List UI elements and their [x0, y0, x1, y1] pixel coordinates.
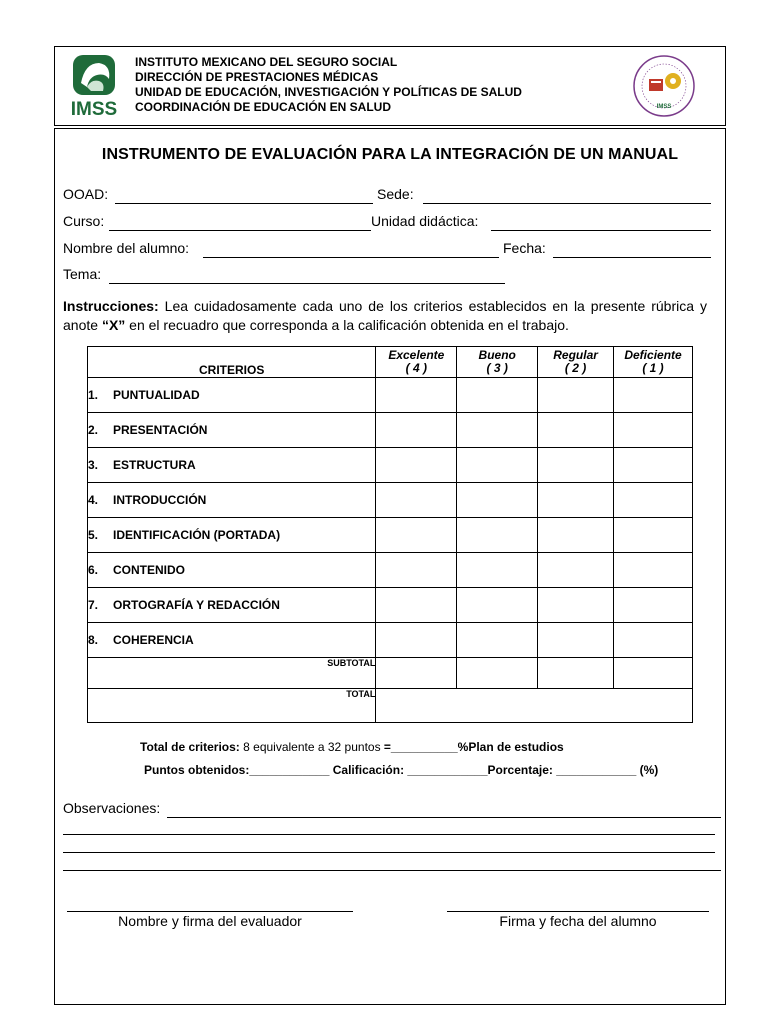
score-cell-4[interactable] — [376, 378, 457, 413]
score-cell-4[interactable] — [376, 553, 457, 588]
score-cell-1[interactable] — [614, 588, 693, 623]
header-line-1: INSTITUTO MEXICANO DEL SEGURO SOCIAL — [135, 55, 398, 69]
criterion-row — [88, 623, 693, 658]
sede-field — [377, 186, 414, 202]
fecha-field — [503, 240, 546, 256]
criterion-name: ESTRUCTURA — [113, 458, 196, 472]
criterion-cell — [88, 588, 376, 623]
criterion-row — [88, 588, 693, 623]
form-title: INSTRUMENTO DE EVALUACIÓN PARA LA INTEGRACIÓN DE UN MANUAL — [101, 146, 679, 163]
score-cell-3[interactable] — [457, 483, 538, 518]
instructions-label: Instrucciones: — [63, 298, 159, 314]
tema-line[interactable] — [109, 266, 505, 284]
criterion-row — [88, 518, 693, 553]
fecha-label: Fecha: — [503, 240, 546, 256]
score-cell-4[interactable] — [376, 518, 457, 553]
instructions-text-2: en el recuadro que corresponda a la calificación obtenida en el trabajo. — [125, 317, 569, 333]
score-value: ( 1 ) — [642, 361, 664, 375]
criterion-number: 6. — [88, 563, 99, 577]
score-cell-3[interactable] — [457, 448, 538, 483]
curso-line[interactable] — [109, 213, 371, 231]
sede-line[interactable] — [423, 186, 711, 204]
score-cell-2[interactable] — [538, 553, 614, 588]
rubric-header-row — [88, 347, 693, 378]
subtotal-label: SUBTOTAL — [88, 658, 376, 689]
points-line: Puntos obtenidos:____________ Calificación: ____________Porcentaje: ____________ (%) — [144, 763, 659, 777]
score-cell-1[interactable] — [614, 518, 693, 553]
score-cell-2[interactable] — [538, 448, 614, 483]
student-signature-line[interactable] — [447, 911, 709, 912]
score-value: ( 3 ) — [486, 361, 508, 375]
score-cell-2[interactable] — [538, 518, 614, 553]
observations-line-3[interactable] — [63, 852, 715, 853]
student-signature-label: Firma y fecha del alumno — [499, 913, 657, 929]
curso-field — [63, 213, 104, 229]
criterion-name: ORTOGRAFÍA Y REDACCIÓN — [113, 598, 280, 612]
score-cell-2[interactable] — [538, 483, 614, 518]
curso-label: Curso: — [63, 213, 105, 229]
observations-label: Observaciones: — [63, 800, 161, 816]
observations-line-1[interactable] — [167, 817, 721, 818]
row-ooad-sede — [63, 186, 108, 202]
criterion-cell — [88, 553, 376, 588]
subtotal-cell-4[interactable] — [376, 658, 457, 689]
evaluator-signature-line[interactable] — [67, 911, 353, 912]
subtotal-row — [88, 658, 693, 689]
total-row — [88, 689, 693, 723]
score-header-regular — [538, 347, 614, 378]
header-line-3: UNIDAD DE EDUCACIÓN, INVESTIGACIÓN Y POLÍTICAS DE SALUD — [135, 85, 522, 99]
score-header-excelente — [376, 347, 457, 378]
total-criteria-text: 8 equivalente a 32 puntos — [239, 740, 384, 754]
score-label: Excelente — [388, 348, 445, 362]
instructions — [63, 297, 707, 335]
score-header-deficiente — [614, 347, 693, 378]
score-value: ( 2 ) — [564, 361, 587, 375]
total-criteria-line — [140, 740, 564, 754]
score-cell-2[interactable] — [538, 378, 614, 413]
unidad-line[interactable] — [491, 213, 711, 231]
ooad-line[interactable] — [115, 186, 373, 204]
criterion-name: IDENTIFICACIÓN (PORTADA) — [113, 528, 281, 542]
criterion-name: PRESENTACIÓN — [113, 423, 208, 437]
subtotal-cell-3[interactable] — [457, 658, 538, 689]
observations-line-4[interactable] — [63, 870, 721, 871]
total-label: TOTAL — [88, 689, 376, 723]
fecha-line[interactable] — [553, 240, 711, 258]
header-box — [54, 46, 726, 126]
criterion-name: COHERENCIA — [113, 633, 194, 647]
score-cell-3[interactable] — [457, 518, 538, 553]
unidad-label: Unidad didáctica: — [371, 213, 479, 229]
score-cell-4[interactable] — [376, 413, 457, 448]
unidad-field — [371, 213, 478, 229]
instructions-text-1: Lea cuidadosamente cada uno de los criterios establecidos en la presente rúbrica y anote — [63, 298, 707, 333]
ooad-label: OOAD: — [63, 186, 109, 202]
criterion-row — [88, 413, 693, 448]
score-cell-1[interactable] — [614, 553, 693, 588]
score-cell-4[interactable] — [376, 623, 457, 658]
header-line-4: COORDINACIÓN DE EDUCACIÓN EN SALUD — [135, 100, 392, 114]
criterion-number: 5. — [88, 528, 99, 542]
score-cell-1[interactable] — [614, 413, 693, 448]
alumno-label: Nombre del alumno: — [63, 240, 190, 256]
total-criteria-end: =__________%Plan de estudios — [383, 740, 564, 754]
subtotal-cell-1[interactable] — [614, 658, 693, 689]
sede-label: Sede: — [377, 186, 414, 202]
criterion-name: CONTENIDO — [113, 563, 185, 577]
score-cell-1[interactable] — [614, 448, 693, 483]
criterion-row — [88, 553, 693, 588]
score-cell-1[interactable] — [614, 623, 693, 658]
score-cell-3[interactable] — [457, 588, 538, 623]
criterion-number: 1. — [88, 388, 99, 402]
criterion-cell — [88, 378, 376, 413]
score-value: ( 4 ) — [405, 361, 427, 375]
score-cell-3[interactable] — [457, 413, 538, 448]
score-cell-3[interactable] — [457, 623, 538, 658]
criterion-number: 3. — [88, 458, 99, 472]
score-cell-3[interactable] — [457, 378, 538, 413]
evaluator-signature-label: Nombre y firma del evaluador — [118, 913, 302, 929]
tema-field — [63, 266, 101, 282]
criterion-row — [88, 483, 693, 518]
alumno-line[interactable] — [203, 240, 499, 258]
criterion-number: 2. — [88, 423, 99, 437]
score-label: Regular — [553, 348, 598, 362]
imss-logo — [65, 53, 123, 119]
score-cell-4[interactable] — [376, 483, 457, 518]
score-cell-2[interactable] — [538, 588, 614, 623]
instructions-x: “X” — [101, 317, 126, 333]
criterion-row — [88, 448, 693, 483]
score-label: Bueno — [478, 348, 516, 362]
observations-line-2[interactable] — [63, 834, 715, 835]
criterion-number: 8. — [88, 633, 99, 647]
criterion-number: 7. — [88, 598, 99, 612]
criterion-name: INTRODUCCIÓN — [113, 493, 207, 507]
criterion-cell — [88, 413, 376, 448]
tema-label: Tema: — [63, 266, 102, 282]
total-criteria-label: Total de criterios: — [140, 740, 240, 754]
seal-text: IMSS — [656, 104, 672, 110]
total-cell[interactable] — [376, 689, 693, 723]
header-line-2: DIRECCIÓN DE PRESTACIONES MÉDICAS — [135, 70, 379, 84]
score-cell-3[interactable] — [457, 553, 538, 588]
imss-logo-text: IMSS — [70, 99, 118, 119]
criterion-cell — [88, 448, 376, 483]
header-institution-lines — [135, 55, 522, 115]
score-cell-1[interactable] — [614, 483, 693, 518]
score-cell-4[interactable] — [376, 448, 457, 483]
score-cell-2[interactable] — [538, 623, 614, 658]
criterion-row — [88, 378, 693, 413]
score-cell-4[interactable] — [376, 588, 457, 623]
evaluation-form — [54, 128, 726, 1005]
rubric-table — [87, 346, 693, 723]
criterion-name: PUNTUALIDAD — [113, 388, 200, 402]
score-label: Deficiente — [624, 348, 682, 362]
criterion-number: 4. — [88, 493, 99, 507]
score-cell-1[interactable] — [614, 378, 693, 413]
criterion-cell — [88, 623, 376, 658]
criterion-cell — [88, 483, 376, 518]
score-cell-2[interactable] — [538, 413, 614, 448]
criterion-cell — [88, 518, 376, 553]
alumno-field — [63, 240, 189, 256]
criteria-header: CRITERIOS — [88, 347, 376, 378]
education-seal-logo — [629, 53, 699, 119]
score-header-bueno — [457, 347, 538, 378]
subtotal-cell-2[interactable] — [538, 658, 614, 689]
